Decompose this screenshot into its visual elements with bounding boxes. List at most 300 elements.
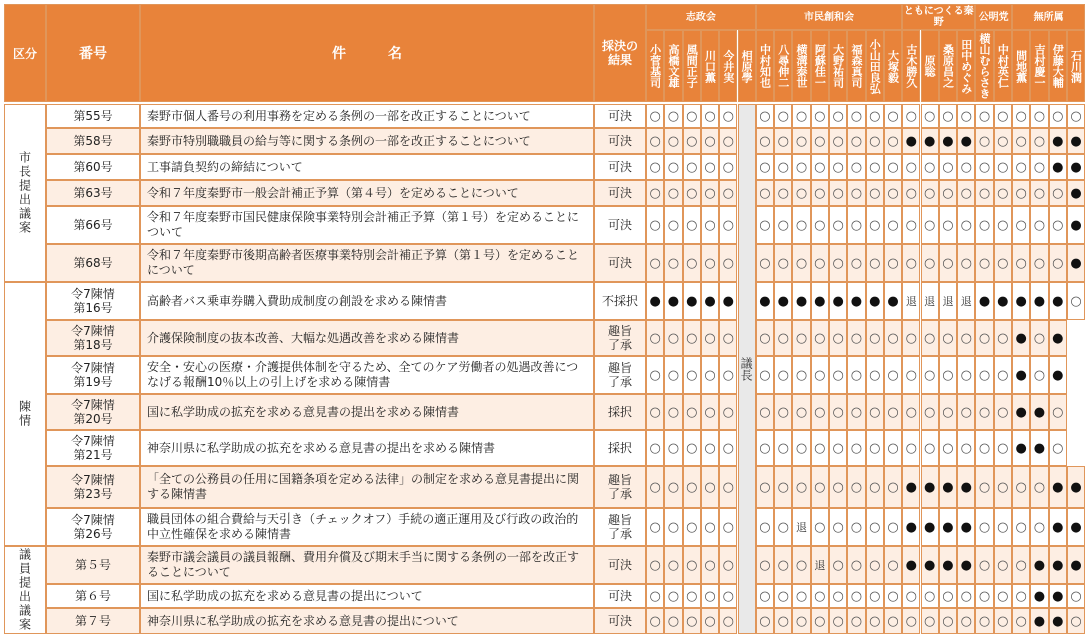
item-number: 第６号 [46,584,140,608]
vote-mark: ○ [664,206,682,244]
category-label: 議員提出議案 [4,546,46,634]
vote-mark: ○ [829,356,847,394]
vote-mark: ○ [811,206,829,244]
item-number: 令7陳情 第19号 [46,356,140,394]
vote-mark: ○ [829,320,847,356]
vote-mark: ○ [701,584,719,608]
item-result: 可決 [594,244,646,282]
vote-mark: 退 [957,282,975,320]
vote-mark: ○ [829,206,847,244]
item-title: 令和７年度秦野市後期高齢者医療事業特別会計補正予算（第１号）を定めることについて [140,244,594,282]
vote-mark: ○ [792,244,810,282]
vote-mark: ○ [939,394,957,430]
vote-mark: ○ [664,508,682,546]
vote-mark: ○ [719,508,737,546]
vote-mark: ● [1049,546,1067,584]
vote-mark: ○ [939,244,957,282]
vote-mark: ○ [829,244,847,282]
vote-mark: ○ [994,356,1012,394]
vote-mark: ○ [792,584,810,608]
vote-mark: ○ [939,206,957,244]
item-title: 安全・安心の医療・介護提供体制を守るため、全てのケア労働者の処遇改善につなげる報酬10％以上の引上げを求める陳情書 [140,356,594,394]
member-name [884,30,902,102]
vote-mark: ○ [902,320,920,356]
vote-mark: ○ [701,546,719,584]
member-name-text: 中村英仁 [996,44,1010,88]
vote-mark: ○ [939,154,957,180]
member-name [738,30,756,102]
member-name-text: 今井実 [721,49,735,83]
vote-mark: ○ [719,104,737,128]
vote-mark: ○ [1049,394,1067,430]
vote-mark: ○ [774,584,792,608]
vote-mark: ○ [811,466,829,508]
vote-mark: ○ [1030,244,1048,282]
vote-mark: ○ [902,104,920,128]
vote-mark: ○ [756,394,774,430]
vote-mark: 退 [921,282,939,320]
vote-mark: ○ [719,546,737,584]
vote-mark: ○ [866,394,884,430]
vote-mark: ○ [975,356,993,394]
vote-mark: ● [1030,546,1048,584]
vote-mark: ○ [701,356,719,394]
group-header: ともにつくる秦野 [903,6,974,28]
vote-mark: ○ [957,356,975,394]
vote-mark: ○ [792,128,810,154]
member-name-text: 吉村慶一 [1032,44,1046,88]
vote-mark: ○ [664,128,682,154]
vote-mark: ● [646,282,664,320]
item-title: 神奈川県に私学助成の拡充を求める意見書の提出を求める陳情書 [140,430,594,466]
vote-mark: ○ [866,206,884,244]
vote-mark: ○ [975,128,993,154]
vote-mark: ○ [664,608,682,634]
vote-mark: ○ [975,394,993,430]
vote-mark: ○ [957,608,975,634]
vote-mark: ● [1049,356,1067,394]
item-title: 令和７年度秦野市一般会計補正予算（第４号）を定めることについて [140,180,594,206]
vote-mark: ● [1049,282,1067,320]
vote-mark: ○ [792,430,810,466]
vote-mark: ○ [994,154,1012,180]
member-name [866,30,884,102]
vote-mark: ● [1067,180,1085,206]
vote-mark: ○ [792,546,810,584]
vote-mark: ○ [792,466,810,508]
vote-mark: ○ [774,546,792,584]
vote-mark: ○ [1012,608,1030,634]
vote-mark: ○ [701,104,719,128]
vote-mark: ● [957,546,975,584]
vote-mark: ○ [1030,466,1048,508]
vote-mark: ● [1067,154,1085,180]
vote-mark: ○ [719,244,737,282]
vote-mark: ○ [811,608,829,634]
vote-mark: ○ [994,244,1012,282]
vote-mark: ○ [792,356,810,394]
member-name [1030,30,1048,102]
vote-mark: ○ [701,180,719,206]
vote-mark: ● [664,282,682,320]
vote-mark: ○ [921,584,939,608]
vote-mark: ○ [957,320,975,356]
vote-mark: ○ [975,466,993,508]
vote-mark: ● [902,128,920,154]
item-number: 第66号 [46,206,140,244]
member-name [756,30,774,102]
member-name-text: 原聡 [923,55,937,77]
vote-mark: ○ [1012,206,1030,244]
member-name [902,30,920,102]
vote-mark: ○ [829,466,847,508]
vote-mark: ● [1012,430,1030,466]
vote-mark: ○ [811,508,829,546]
vote-mark: ○ [683,128,701,154]
member-name [701,30,719,102]
member-name-text: 桑原昌之 [941,44,955,88]
vote-mark: ○ [994,466,1012,508]
vote-mark: ○ [792,608,810,634]
vote-mark: ○ [774,104,792,128]
vote-mark: ○ [774,508,792,546]
header-kenmei: 件 名 [140,4,594,102]
vote-mark: ○ [701,206,719,244]
member-name-text: 阿蘇佳一 [813,44,827,88]
vote-mark: ● [957,466,975,508]
vote-mark: ○ [792,320,810,356]
vote-mark: ○ [847,394,865,430]
member-name-text: 大野祐司 [831,44,845,88]
vote-mark: ○ [719,584,737,608]
vote-mark: ○ [646,128,664,154]
vote-mark: ○ [664,394,682,430]
item-result: 可決 [594,546,646,584]
vote-mark: ● [683,282,701,320]
item-title: 介護保険制度の抜本改善、大幅な処遇改善を求める陳情書 [140,320,594,356]
group-header: 公明党 [975,4,1012,30]
item-title: 秦野市個人番号の利用事務を定める条例の一部を改正することについて [140,104,594,128]
vote-mark: ○ [811,394,829,430]
member-name-text: 大塚毅 [886,49,900,83]
member-name-text: 福森真司 [849,44,863,88]
vote-mark: ○ [756,608,774,634]
item-result: 趣旨 了承 [594,320,646,356]
vote-mark: ○ [866,466,884,508]
item-result: 可決 [594,104,646,128]
item-number: 令7陳情 第23号 [46,466,140,508]
vote-mark: ● [811,282,829,320]
vote-mark: ○ [664,180,682,206]
vote-mark: ● [1012,394,1030,430]
vote-mark: ○ [1030,206,1048,244]
vote-mark: ○ [1049,180,1067,206]
vote-mark: ○ [701,128,719,154]
vote-mark: ○ [957,206,975,244]
vote-mark: ○ [884,430,902,466]
vote-mark: ○ [683,244,701,282]
vote-mark: ○ [1030,356,1048,394]
group-header: 市民創和会 [756,4,902,30]
vote-mark: ● [1049,320,1067,356]
item-number: 令7陳情 第20号 [46,394,140,430]
vote-mark: 退 [811,546,829,584]
item-number: 令7陳情 第18号 [46,320,140,356]
vote-mark: ○ [719,154,737,180]
item-title: 国に私学助成の拡充を求める意見書の提出について [140,584,594,608]
vote-mark: ○ [664,584,682,608]
vote-mark: 退 [792,508,810,546]
vote-mark: ○ [994,320,1012,356]
group-header: 無所属 [1012,4,1085,30]
vote-mark: ○ [683,584,701,608]
vote-mark: ○ [792,206,810,244]
vote-mark: ○ [646,546,664,584]
vote-mark: ○ [957,244,975,282]
member-name-text: 間地薫 [1014,49,1028,83]
vote-mark: ● [994,282,1012,320]
header-result: 採決の 結果 [594,4,646,102]
vote-mark: ○ [847,104,865,128]
vote-mark: ○ [719,128,737,154]
vote-mark: ○ [1012,104,1030,128]
vote-mark: ○ [701,430,719,466]
vote-mark: ○ [957,180,975,206]
member-name [939,30,957,102]
item-result: 可決 [594,584,646,608]
vote-mark: ○ [921,608,939,634]
vote-mark: ● [1049,508,1067,546]
vote-mark: ● [1049,154,1067,180]
vote-mark: ○ [683,356,701,394]
vote-mark: ○ [683,466,701,508]
group-header: 志政会 [646,4,756,30]
vote-mark: ○ [646,244,664,282]
vote-mark: ○ [884,180,902,206]
member-name [847,30,865,102]
vote-mark: ○ [1012,584,1030,608]
vote-mark: ○ [811,180,829,206]
vote-mark: ○ [646,320,664,356]
vote-mark: ○ [774,466,792,508]
vote-mark: ○ [939,356,957,394]
vote-mark: ○ [866,356,884,394]
item-result: 趣旨 了承 [594,356,646,394]
vote-mark: ○ [664,154,682,180]
vote-mark: ○ [664,546,682,584]
vote-mark: ○ [811,128,829,154]
vote-mark: ○ [866,104,884,128]
vote-mark: ○ [774,356,792,394]
vote-mark: ○ [975,154,993,180]
vote-mark: ○ [866,320,884,356]
vote-mark: ○ [921,430,939,466]
vote-mark: ○ [994,584,1012,608]
vote-mark: ● [1012,356,1030,394]
member-name [811,30,829,102]
vote-mark: ● [939,128,957,154]
vote-mark: ○ [994,546,1012,584]
vote-mark: ○ [1067,282,1085,320]
vote-mark: ○ [719,608,737,634]
vote-mark: ○ [884,206,902,244]
vote-mark: ○ [1049,244,1067,282]
vote-mark: ○ [1012,466,1030,508]
vote-mark: ○ [847,466,865,508]
vote-mark: ● [756,282,774,320]
vote-mark: ○ [646,608,664,634]
vote-mark: ○ [847,608,865,634]
vote-mark: ○ [792,154,810,180]
vote-mark: ○ [756,584,774,608]
vote-mark: ○ [902,206,920,244]
vote-mark: ○ [866,584,884,608]
vote-mark: ○ [994,180,1012,206]
member-name-text: 小山田良弘 [868,38,882,94]
member-name-text: 八尋伸二 [776,44,790,88]
vote-mark: ○ [902,608,920,634]
vote-mark: ○ [957,430,975,466]
vote-mark: ○ [683,180,701,206]
member-name-text: 伊藤大輔 [1051,44,1065,88]
member-name [792,30,810,102]
vote-mark: ○ [975,608,993,634]
vote-mark: ○ [847,356,865,394]
item-number: 第58号 [46,128,140,154]
vote-mark: ○ [683,608,701,634]
vote-mark: ○ [1030,180,1048,206]
member-name [829,30,847,102]
vote-mark: ○ [646,394,664,430]
vote-mark: ○ [646,356,664,394]
vote-mark: ● [921,508,939,546]
vote-mark: ● [1012,320,1030,356]
header-kubun: 区分 [4,4,46,102]
vote-mark: ○ [921,244,939,282]
vote-mark: ○ [884,394,902,430]
vote-mark: ○ [1012,244,1030,282]
item-result: 不採択 [594,282,646,320]
vote-mark: ○ [774,244,792,282]
vote-mark: ● [1030,608,1048,634]
vote-mark: ○ [664,320,682,356]
vote-mark: ○ [829,128,847,154]
vote-mark: ○ [1012,154,1030,180]
member-name [646,30,664,102]
vote-mark: ○ [921,320,939,356]
vote-mark: ○ [829,584,847,608]
vote-mark: 退 [902,282,920,320]
vote-mark: ○ [866,508,884,546]
vote-mark: ● [701,282,719,320]
vote-mark: ○ [847,180,865,206]
vote-mark: ○ [811,244,829,282]
vote-mark: ○ [719,180,737,206]
vote-mark: ○ [1030,320,1048,356]
vote-mark: ○ [975,584,993,608]
item-result: 採択 [594,394,646,430]
vote-mark: ● [1067,466,1085,508]
member-name [957,30,975,102]
vote-mark: ○ [1049,206,1067,244]
item-number: 令7陳情 第16号 [46,282,140,320]
vote-mark: ○ [774,154,792,180]
vote-mark: ● [939,508,957,546]
vote-mark: ○ [866,154,884,180]
vote-mark: ● [939,466,957,508]
item-number: 令7陳情 第26号 [46,508,140,546]
item-number: 第60号 [46,154,140,180]
item-title: 神奈川県に私学助成の拡充を求める意見書の提出について [140,608,594,634]
vote-mark: ○ [847,154,865,180]
vote-mark: ○ [1012,128,1030,154]
vote-mark: ○ [701,608,719,634]
item-title: 秦野市議会議員の議員報酬、費用弁償及び期末手当に関する条例の一部を改正することについて [140,546,594,584]
vote-mark: ○ [884,104,902,128]
vote-mark: ○ [975,430,993,466]
vote-mark: ○ [847,244,865,282]
vote-mark: ● [957,128,975,154]
vote-mark: ○ [847,128,865,154]
vote-mark: ○ [774,608,792,634]
vote-mark: ○ [939,104,957,128]
item-result: 趣旨 了承 [594,466,646,508]
vote-mark: ○ [866,244,884,282]
member-name-text: 中村知也 [758,44,772,88]
vote-mark: ○ [884,608,902,634]
header-bango: 番号 [46,4,140,102]
vote-mark: ○ [701,394,719,430]
vote-mark: ○ [1049,104,1067,128]
item-number: 令7陳情 第21号 [46,430,140,466]
vote-mark: ○ [1012,508,1030,546]
member-name [1012,30,1030,102]
vote-mark: ○ [683,320,701,356]
item-result: 可決 [594,206,646,244]
vote-mark: ○ [811,584,829,608]
member-name [975,30,993,102]
vote-mark: ○ [792,394,810,430]
vote-mark: ● [1049,608,1067,634]
vote-mark: ○ [1067,584,1085,608]
vote-mark: ○ [719,320,737,356]
vote-mark: ○ [829,154,847,180]
vote-mark: ○ [866,430,884,466]
vote-mark: ● [1067,128,1085,154]
vote-mark: ○ [957,154,975,180]
vote-mark: ○ [829,608,847,634]
vote-mark: ○ [719,356,737,394]
vote-mark: ○ [701,154,719,180]
vote-mark: ○ [1030,154,1048,180]
vote-mark: ○ [884,546,902,584]
vote-mark: ○ [774,128,792,154]
vote-mark: ○ [646,466,664,508]
vote-mark: ● [921,128,939,154]
vote-mark: ● [1030,282,1048,320]
item-title: 「全ての公務員の任用に国籍条項を定める法律」の制定を求める意見書提出に関する陳情書 [140,466,594,508]
vote-mark: ○ [756,128,774,154]
vote-mark: ○ [884,356,902,394]
item-title: 令和７年度秦野市国民健康保険事業特別会計補正予算（第１号）を定めることについて [140,206,594,244]
item-result: 可決 [594,180,646,206]
vote-mark: ○ [975,508,993,546]
member-name-text: 古木勝久 [904,44,918,88]
vote-mark: ○ [756,180,774,206]
vote-mark: ○ [719,394,737,430]
vote-mark: ○ [939,180,957,206]
vote-mark: ○ [902,430,920,466]
